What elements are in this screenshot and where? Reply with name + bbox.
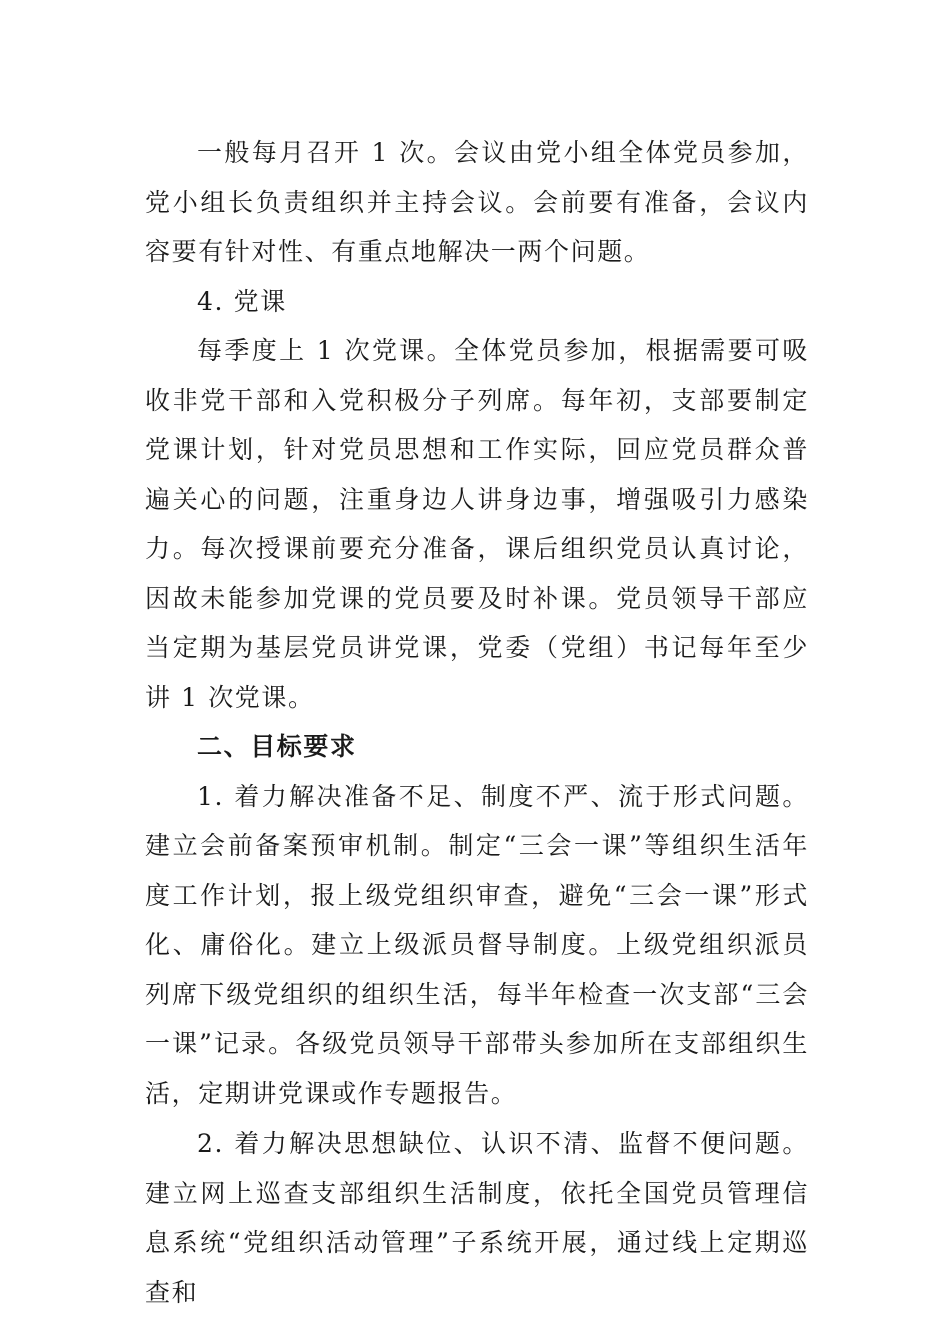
heading-party-lecture: 4. 党课: [197, 286, 287, 316]
paragraph-meeting-continuation: 一般每月召开 1 次。会议由党小组全体党员参加，党小组长负责组织并主持会议。会前要有准备，会议内容要有针对性、有重点地解决一两个问题。: [145, 138, 809, 266]
document-body: [145, 128, 809, 1317]
heading-goals: 二、目标要求: [197, 732, 357, 761]
paragraph-party-lecture: 每季度上 1 次党课。全体党员参加，根据需要可吸收非党干部和入党积极分子列席。每年初，支部要制定党课计划，针对党员思想和工作实际，回应党员群众普遍关心的问题，注重身边人讲身边事，增强吸引力感染力。每次授课前要充分准备，课后组织党员认真讨论，因故未能参加党课的党员要及时补课。党员领导干部应当定期为基层党员讲党课，党委（党组）书记每年至少讲 1 次党课。: [145, 336, 809, 712]
paragraph-goal-1: 1. 着力解决准备不足、制度不严、流于形式问题。建立会前备案预审机制。制定“三会一课”等组织生活年度工作计划，报上级党组织审查，避免“三会一课”形式化、庸俗化。建立上级派员督导制度。上级党组织派员列席下级党组织的组织生活，每半年检查一次支部“三会一课”记录。各级党员领导干部带头参加所在支部组织生活，定期讲党课或作专题报告。: [145, 781, 809, 1108]
paragraph-goal-2: 2. 着力解决思想缺位、认识不清、监督不便问题。建立网上巡查支部组织生活制度，依托全国党员管理信息系统“党组织活动管理”子系统开展，通过线上定期巡查和: [145, 1129, 809, 1307]
